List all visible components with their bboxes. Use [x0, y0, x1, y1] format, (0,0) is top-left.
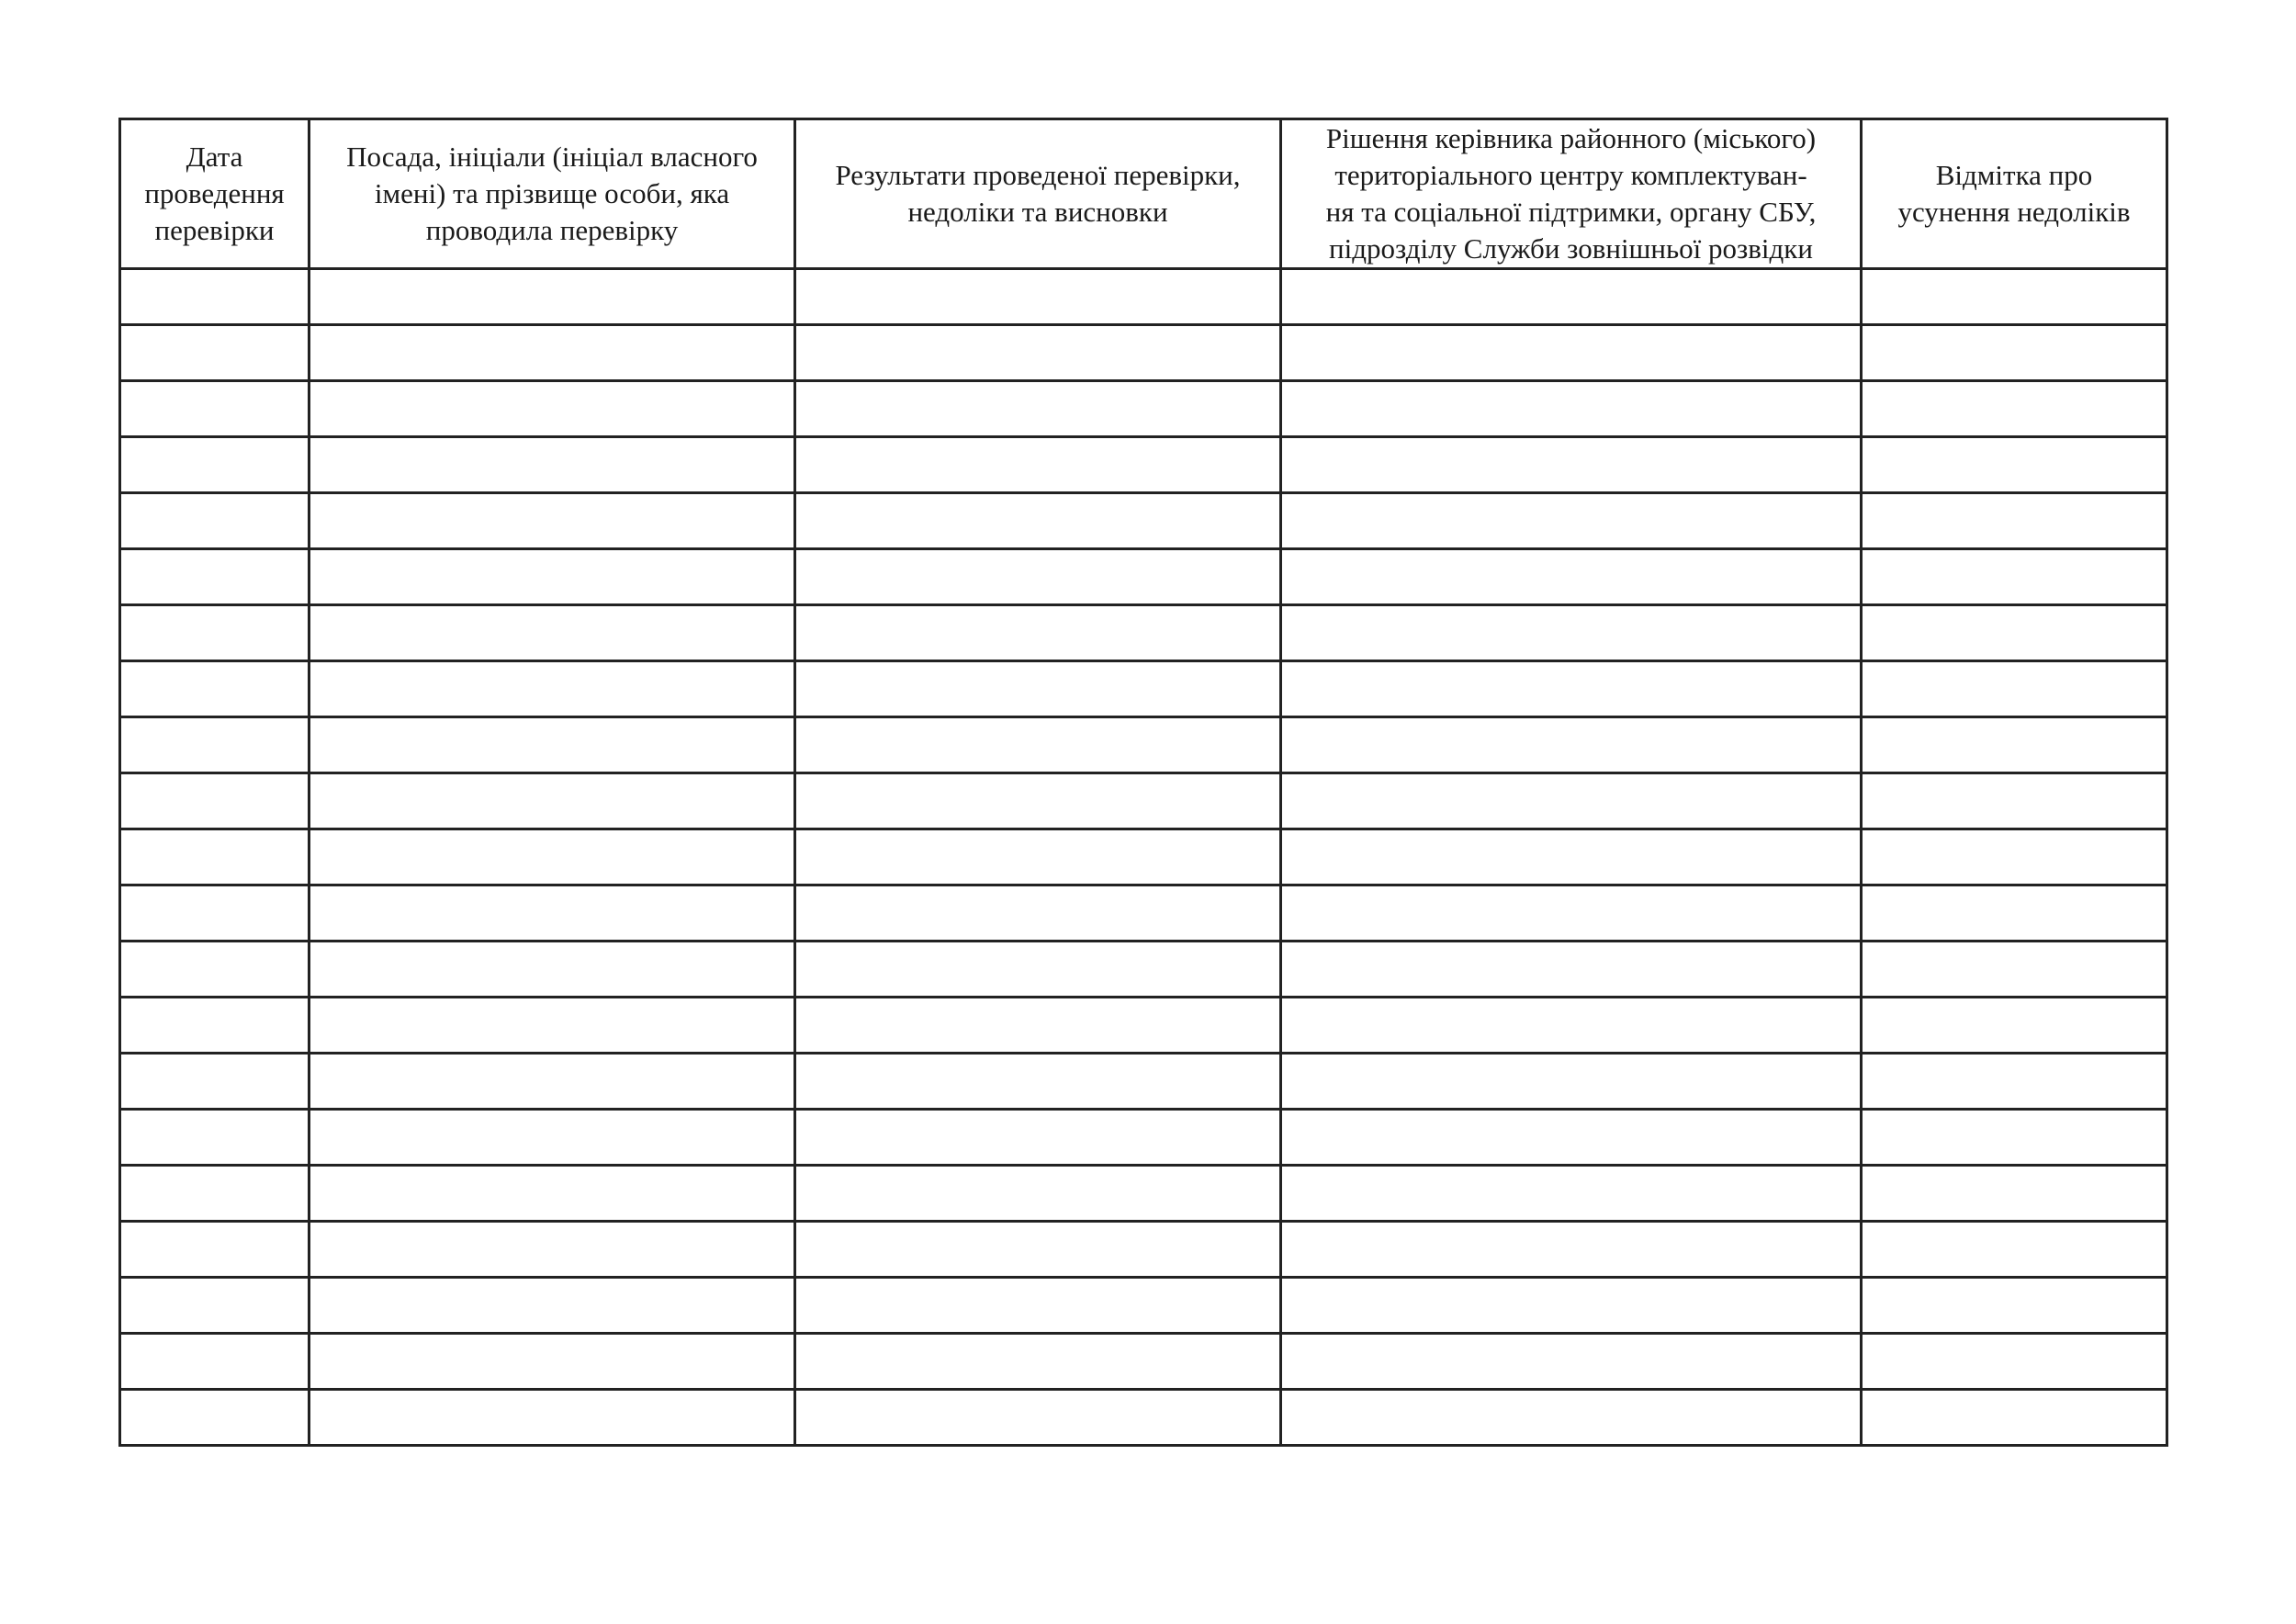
table-row: [120, 717, 2167, 773]
table-cell-inspector: [310, 1390, 795, 1446]
table-cell-date: [120, 493, 310, 549]
table-row: [120, 773, 2167, 829]
table-cell-remediation: [1862, 1278, 2167, 1334]
table-row: [120, 1166, 2167, 1222]
table-cell-remediation: [1862, 437, 2167, 493]
table-row: [120, 1390, 2167, 1446]
table-row: [120, 269, 2167, 325]
column-header-date: Дата проведення перевірки: [120, 119, 310, 269]
table-cell-remediation: [1862, 549, 2167, 605]
table-cell-date: [120, 773, 310, 829]
table-cell-date: [120, 437, 310, 493]
table-cell-decision: [1281, 381, 1862, 437]
table-cell-date: [120, 1110, 310, 1166]
table-cell-decision: [1281, 885, 1862, 942]
table-cell-remediation: [1862, 661, 2167, 717]
table-row: [120, 1278, 2167, 1334]
column-header-results: Результати проведеної перевірки, недоліки та висновки: [795, 119, 1281, 269]
table-cell-results: [795, 1222, 1281, 1278]
table-cell-date: [120, 885, 310, 942]
table-cell-remediation: [1862, 381, 2167, 437]
table-cell-results: [795, 1278, 1281, 1334]
table-header-row: [120, 119, 2167, 269]
table-cell-remediation: [1862, 998, 2167, 1054]
table-cell-remediation: [1862, 1390, 2167, 1446]
table-cell-decision: [1281, 1166, 1862, 1222]
table-cell-results: [795, 773, 1281, 829]
table-row: [120, 1054, 2167, 1110]
table-cell-results: [795, 942, 1281, 998]
table-cell-decision: [1281, 1222, 1862, 1278]
table-cell-date: [120, 549, 310, 605]
table-body: [120, 269, 2167, 1446]
table-row: [120, 493, 2167, 549]
table-row: [120, 549, 2167, 605]
table-cell-results: [795, 885, 1281, 942]
table-cell-decision: [1281, 493, 1862, 549]
table-row: [120, 661, 2167, 717]
table-cell-remediation: [1862, 942, 2167, 998]
table-cell-inspector: [310, 437, 795, 493]
table-cell-results: [795, 1390, 1281, 1446]
table-cell-decision: [1281, 1054, 1862, 1110]
table-cell-date: [120, 998, 310, 1054]
table-cell-inspector: [310, 325, 795, 381]
table-row: [120, 1110, 2167, 1166]
table-row: [120, 885, 2167, 942]
table-cell-date: [120, 942, 310, 998]
table-cell-remediation: [1862, 269, 2167, 325]
table-cell-results: [795, 1110, 1281, 1166]
table-cell-date: [120, 1166, 310, 1222]
table-row: [120, 1334, 2167, 1390]
table-row: [120, 998, 2167, 1054]
table-cell-decision: [1281, 269, 1862, 325]
table-cell-inspector: [310, 1110, 795, 1166]
table-cell-date: [120, 1334, 310, 1390]
table-cell-inspector: [310, 717, 795, 773]
table-cell-results: [795, 605, 1281, 661]
table-cell-date: [120, 1278, 310, 1334]
inspection-log-table: [118, 118, 2168, 1447]
table-cell-decision: [1281, 325, 1862, 381]
table-cell-date: [120, 829, 310, 885]
table-cell-decision: [1281, 773, 1862, 829]
table-cell-remediation: [1862, 325, 2167, 381]
table-cell-decision: [1281, 437, 1862, 493]
table-cell-decision: [1281, 1390, 1862, 1446]
table-cell-remediation: [1862, 1054, 2167, 1110]
column-header-remediation: Відмітка про усунення недоліків: [1862, 119, 2167, 269]
table-cell-results: [795, 549, 1281, 605]
table-cell-date: [120, 269, 310, 325]
table-cell-results: [795, 1334, 1281, 1390]
table-cell-inspector: [310, 829, 795, 885]
table-row: [120, 829, 2167, 885]
table-cell-decision: [1281, 605, 1862, 661]
table-cell-decision: [1281, 661, 1862, 717]
table-cell-inspector: [310, 885, 795, 942]
table-cell-remediation: [1862, 829, 2167, 885]
table-cell-date: [120, 661, 310, 717]
table-row: [120, 325, 2167, 381]
table-cell-results: [795, 269, 1281, 325]
table-cell-inspector: [310, 1334, 795, 1390]
table-row: [120, 381, 2167, 437]
table-row: [120, 605, 2167, 661]
table-row: [120, 437, 2167, 493]
table-cell-decision: [1281, 1334, 1862, 1390]
table-cell-remediation: [1862, 1222, 2167, 1278]
table-cell-remediation: [1862, 1334, 2167, 1390]
table-cell-remediation: [1862, 717, 2167, 773]
table-cell-date: [120, 717, 310, 773]
table-cell-results: [795, 437, 1281, 493]
table-cell-inspector: [310, 998, 795, 1054]
table-cell-inspector: [310, 493, 795, 549]
column-header-decision: Рішення керівника районного (міського) територіального центру комплектуван- ня та соціальної підтримки, органу СБУ, підрозділу Служби зовнішньої розвідки: [1281, 119, 1862, 269]
table-cell-results: [795, 998, 1281, 1054]
table-cell-decision: [1281, 549, 1862, 605]
table-cell-results: [795, 325, 1281, 381]
table-cell-results: [795, 493, 1281, 549]
table-cell-inspector: [310, 269, 795, 325]
table-cell-results: [795, 829, 1281, 885]
table-cell-inspector: [310, 381, 795, 437]
table-cell-inspector: [310, 1166, 795, 1222]
table-cell-date: [120, 1054, 310, 1110]
table-cell-remediation: [1862, 773, 2167, 829]
table-cell-results: [795, 717, 1281, 773]
table-cell-decision: [1281, 1278, 1862, 1334]
table-cell-decision: [1281, 942, 1862, 998]
table-cell-results: [795, 1166, 1281, 1222]
table-row: [120, 942, 2167, 998]
table-cell-inspector: [310, 661, 795, 717]
table-row: [120, 1222, 2167, 1278]
table-cell-date: [120, 605, 310, 661]
table-cell-remediation: [1862, 605, 2167, 661]
table-cell-results: [795, 661, 1281, 717]
table-cell-remediation: [1862, 1166, 2167, 1222]
column-header-inspector: Посада, ініціали (ініціал власного імені) та прізвище особи, яка проводила перевірку: [310, 119, 795, 269]
table-cell-date: [120, 381, 310, 437]
table-cell-inspector: [310, 773, 795, 829]
table-cell-date: [120, 325, 310, 381]
table-cell-inspector: [310, 549, 795, 605]
table-cell-remediation: [1862, 493, 2167, 549]
table-cell-decision: [1281, 717, 1862, 773]
table-cell-remediation: [1862, 885, 2167, 942]
table-cell-decision: [1281, 998, 1862, 1054]
table-cell-inspector: [310, 1054, 795, 1110]
table-cell-inspector: [310, 1222, 795, 1278]
table-cell-date: [120, 1390, 310, 1446]
table-cell-results: [795, 1054, 1281, 1110]
table-cell-decision: [1281, 1110, 1862, 1166]
table-cell-decision: [1281, 829, 1862, 885]
table-cell-inspector: [310, 605, 795, 661]
table-cell-inspector: [310, 1278, 795, 1334]
table-cell-results: [795, 381, 1281, 437]
table-cell-inspector: [310, 942, 795, 998]
table-cell-date: [120, 1222, 310, 1278]
table-cell-remediation: [1862, 1110, 2167, 1166]
